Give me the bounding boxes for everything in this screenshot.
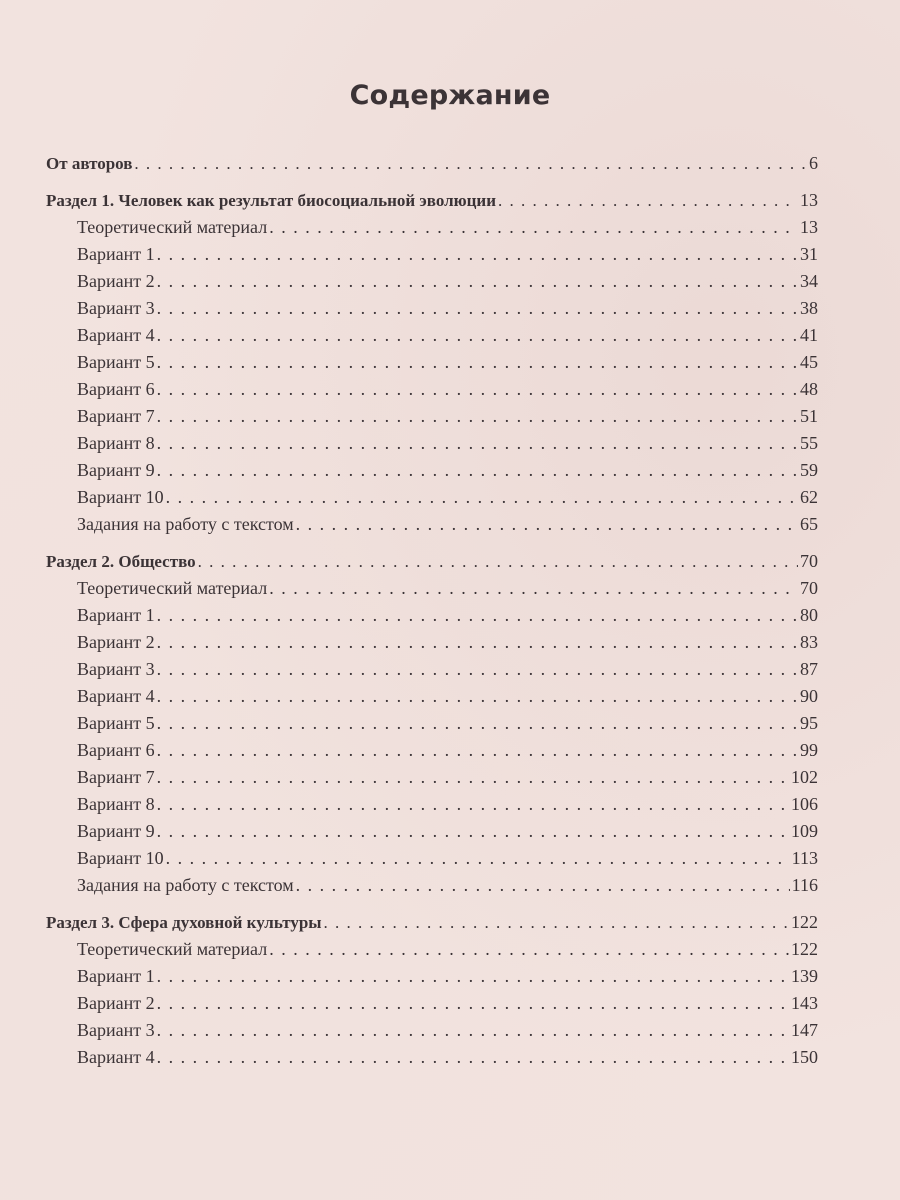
toc-page-number: 87 <box>800 659 818 679</box>
toc-page-number: 13 <box>800 217 818 237</box>
dot-leader <box>157 457 798 484</box>
dot-leader <box>157 268 798 295</box>
toc-item-label: Вариант 9 <box>77 821 155 841</box>
toc-page-number: 59 <box>800 460 818 480</box>
toc-item[interactable] <box>46 656 818 683</box>
toc-section-label: Раздел 1. Человек как результат биосоциальной эволюции <box>46 191 497 210</box>
toc-item[interactable] <box>46 295 818 322</box>
toc-item[interactable] <box>46 845 818 872</box>
dot-leader <box>296 872 790 899</box>
dot-leader <box>157 629 798 656</box>
toc-entry-intro[interactable] <box>46 150 818 177</box>
toc-page-number: 70 <box>800 578 818 598</box>
toc-item-label: Теоретический материал <box>77 217 268 237</box>
toc-page-number: 106 <box>791 794 818 814</box>
toc-page-number: 65 <box>800 514 818 534</box>
toc-section-1[interactable] <box>46 187 818 214</box>
toc-item-label: Вариант 3 <box>77 1020 155 1040</box>
toc-item[interactable] <box>46 602 818 629</box>
dot-leader <box>157 602 798 629</box>
toc-page-number: 143 <box>791 993 818 1013</box>
toc-item[interactable] <box>46 764 818 791</box>
toc-item-label: Вариант 8 <box>77 433 155 453</box>
dot-leader <box>157 683 798 710</box>
toc-page-number: 31 <box>800 244 818 264</box>
toc-item-label: Вариант 8 <box>77 794 155 814</box>
toc-page-number: 55 <box>800 433 818 453</box>
toc-page-number: 113 <box>791 848 818 868</box>
toc-page-number: 51 <box>800 406 818 426</box>
toc-item[interactable] <box>46 990 818 1017</box>
toc-item-label: Теоретический материал <box>77 939 268 959</box>
toc-section-3[interactable] <box>46 909 818 936</box>
toc-item-label: Вариант 7 <box>77 406 155 426</box>
toc-item[interactable] <box>46 241 818 268</box>
toc-item-label: Вариант 3 <box>77 298 155 318</box>
toc-page-number: 70 <box>800 551 818 571</box>
toc-item[interactable] <box>46 575 818 602</box>
dot-leader <box>157 430 798 457</box>
toc-item[interactable] <box>46 936 818 963</box>
dot-leader <box>157 349 798 376</box>
toc-item[interactable] <box>46 737 818 764</box>
dot-leader <box>157 376 798 403</box>
toc-item-label: Вариант 2 <box>77 993 155 1013</box>
toc-page-number: 80 <box>800 605 818 625</box>
dot-leader <box>324 909 789 936</box>
toc-page-number: 139 <box>791 966 818 986</box>
dot-leader <box>134 150 807 177</box>
toc-item-label: Вариант 5 <box>77 352 155 372</box>
toc-item-label: Вариант 1 <box>77 605 155 625</box>
toc-page-number: 95 <box>800 713 818 733</box>
toc-page-number: 102 <box>791 767 818 787</box>
dot-leader <box>157 710 798 737</box>
toc-item-label: Вариант 10 <box>77 848 164 868</box>
toc-item-label: Вариант 1 <box>77 966 155 986</box>
toc-item[interactable] <box>46 214 818 241</box>
toc-item-label: Вариант 2 <box>77 271 155 291</box>
toc-page-number: 83 <box>800 632 818 652</box>
toc-page-number: 90 <box>800 686 818 706</box>
dot-leader <box>157 403 798 430</box>
toc-item-label: Вариант 4 <box>77 325 155 345</box>
toc-page-number: 122 <box>791 912 818 932</box>
toc-page-number: 48 <box>800 379 818 399</box>
toc-item-label: Вариант 6 <box>77 379 155 399</box>
toc-item[interactable] <box>46 430 818 457</box>
toc-page-number: 99 <box>800 740 818 760</box>
dot-leader <box>157 818 789 845</box>
toc-page-number: 34 <box>800 271 818 291</box>
toc-item[interactable] <box>46 683 818 710</box>
toc-item-label: Вариант 4 <box>77 686 155 706</box>
toc-item-label: Вариант 2 <box>77 632 155 652</box>
toc-item[interactable] <box>46 818 818 845</box>
toc-page-number: 62 <box>800 487 818 507</box>
dot-leader <box>157 1017 789 1044</box>
toc-item[interactable] <box>46 268 818 295</box>
toc-item[interactable] <box>46 872 818 899</box>
dot-leader <box>157 963 789 990</box>
table-of-contents <box>46 150 818 1071</box>
toc-section-2[interactable] <box>46 548 818 575</box>
toc-item[interactable] <box>46 1044 818 1071</box>
dot-leader <box>269 936 789 963</box>
dot-leader <box>166 845 790 872</box>
toc-item[interactable] <box>46 457 818 484</box>
toc-item-label: Вариант 3 <box>77 659 155 679</box>
dot-leader <box>157 1044 789 1071</box>
toc-item-label: Вариант 7 <box>77 767 155 787</box>
toc-item[interactable] <box>46 376 818 403</box>
toc-page-number: 122 <box>791 939 818 959</box>
toc-item-label: Задания на работу с текстом <box>77 514 294 534</box>
dot-leader <box>157 791 789 818</box>
toc-item-label: Вариант 4 <box>77 1047 155 1067</box>
toc-section-label: Раздел 3. Сфера духовной культуры <box>46 913 322 932</box>
toc-item[interactable] <box>46 629 818 656</box>
toc-item-label: Теоретический материал <box>77 578 268 598</box>
toc-section-label: Раздел 2. Общество <box>46 552 196 571</box>
toc-item-label: Задания на работу с текстом <box>77 875 294 895</box>
toc-page-number: 6 <box>809 153 818 173</box>
toc-page-number: 147 <box>791 1020 818 1040</box>
dot-leader <box>198 548 798 575</box>
dot-leader <box>157 990 789 1017</box>
dot-leader <box>269 214 798 241</box>
toc-item[interactable] <box>46 484 818 511</box>
dot-leader <box>157 322 798 349</box>
toc-page-number: 41 <box>800 325 818 345</box>
toc-item[interactable] <box>46 710 818 737</box>
toc-page-number: 45 <box>800 352 818 372</box>
toc-item-label: Вариант 1 <box>77 244 155 264</box>
toc-item[interactable] <box>46 403 818 430</box>
toc-page-number: 109 <box>791 821 818 841</box>
dot-leader <box>498 187 798 214</box>
toc-item-label: Вариант 6 <box>77 740 155 760</box>
dot-leader <box>157 295 798 322</box>
toc-item[interactable] <box>46 349 818 376</box>
page-title: Содержание <box>349 80 551 112</box>
toc-page-number: 116 <box>791 875 818 895</box>
toc-item[interactable] <box>46 963 818 990</box>
toc-item[interactable] <box>46 511 818 538</box>
dot-leader <box>269 575 798 602</box>
toc-item[interactable] <box>46 1017 818 1044</box>
dot-leader <box>296 511 798 538</box>
dot-leader <box>157 764 789 791</box>
dot-leader <box>166 484 798 511</box>
toc-entry-label: От авторов <box>46 154 133 173</box>
dot-leader <box>157 737 798 764</box>
toc-item-label: Вариант 5 <box>77 713 155 733</box>
toc-page-number: 38 <box>800 298 818 318</box>
toc-page-number: 13 <box>800 190 818 210</box>
toc-page-number: 150 <box>791 1047 818 1067</box>
toc-item[interactable] <box>46 322 818 349</box>
toc-item-label: Вариант 9 <box>77 460 155 480</box>
toc-item-label: Вариант 10 <box>77 487 164 507</box>
dot-leader <box>157 241 798 268</box>
toc-item[interactable] <box>46 791 818 818</box>
dot-leader <box>157 656 798 683</box>
